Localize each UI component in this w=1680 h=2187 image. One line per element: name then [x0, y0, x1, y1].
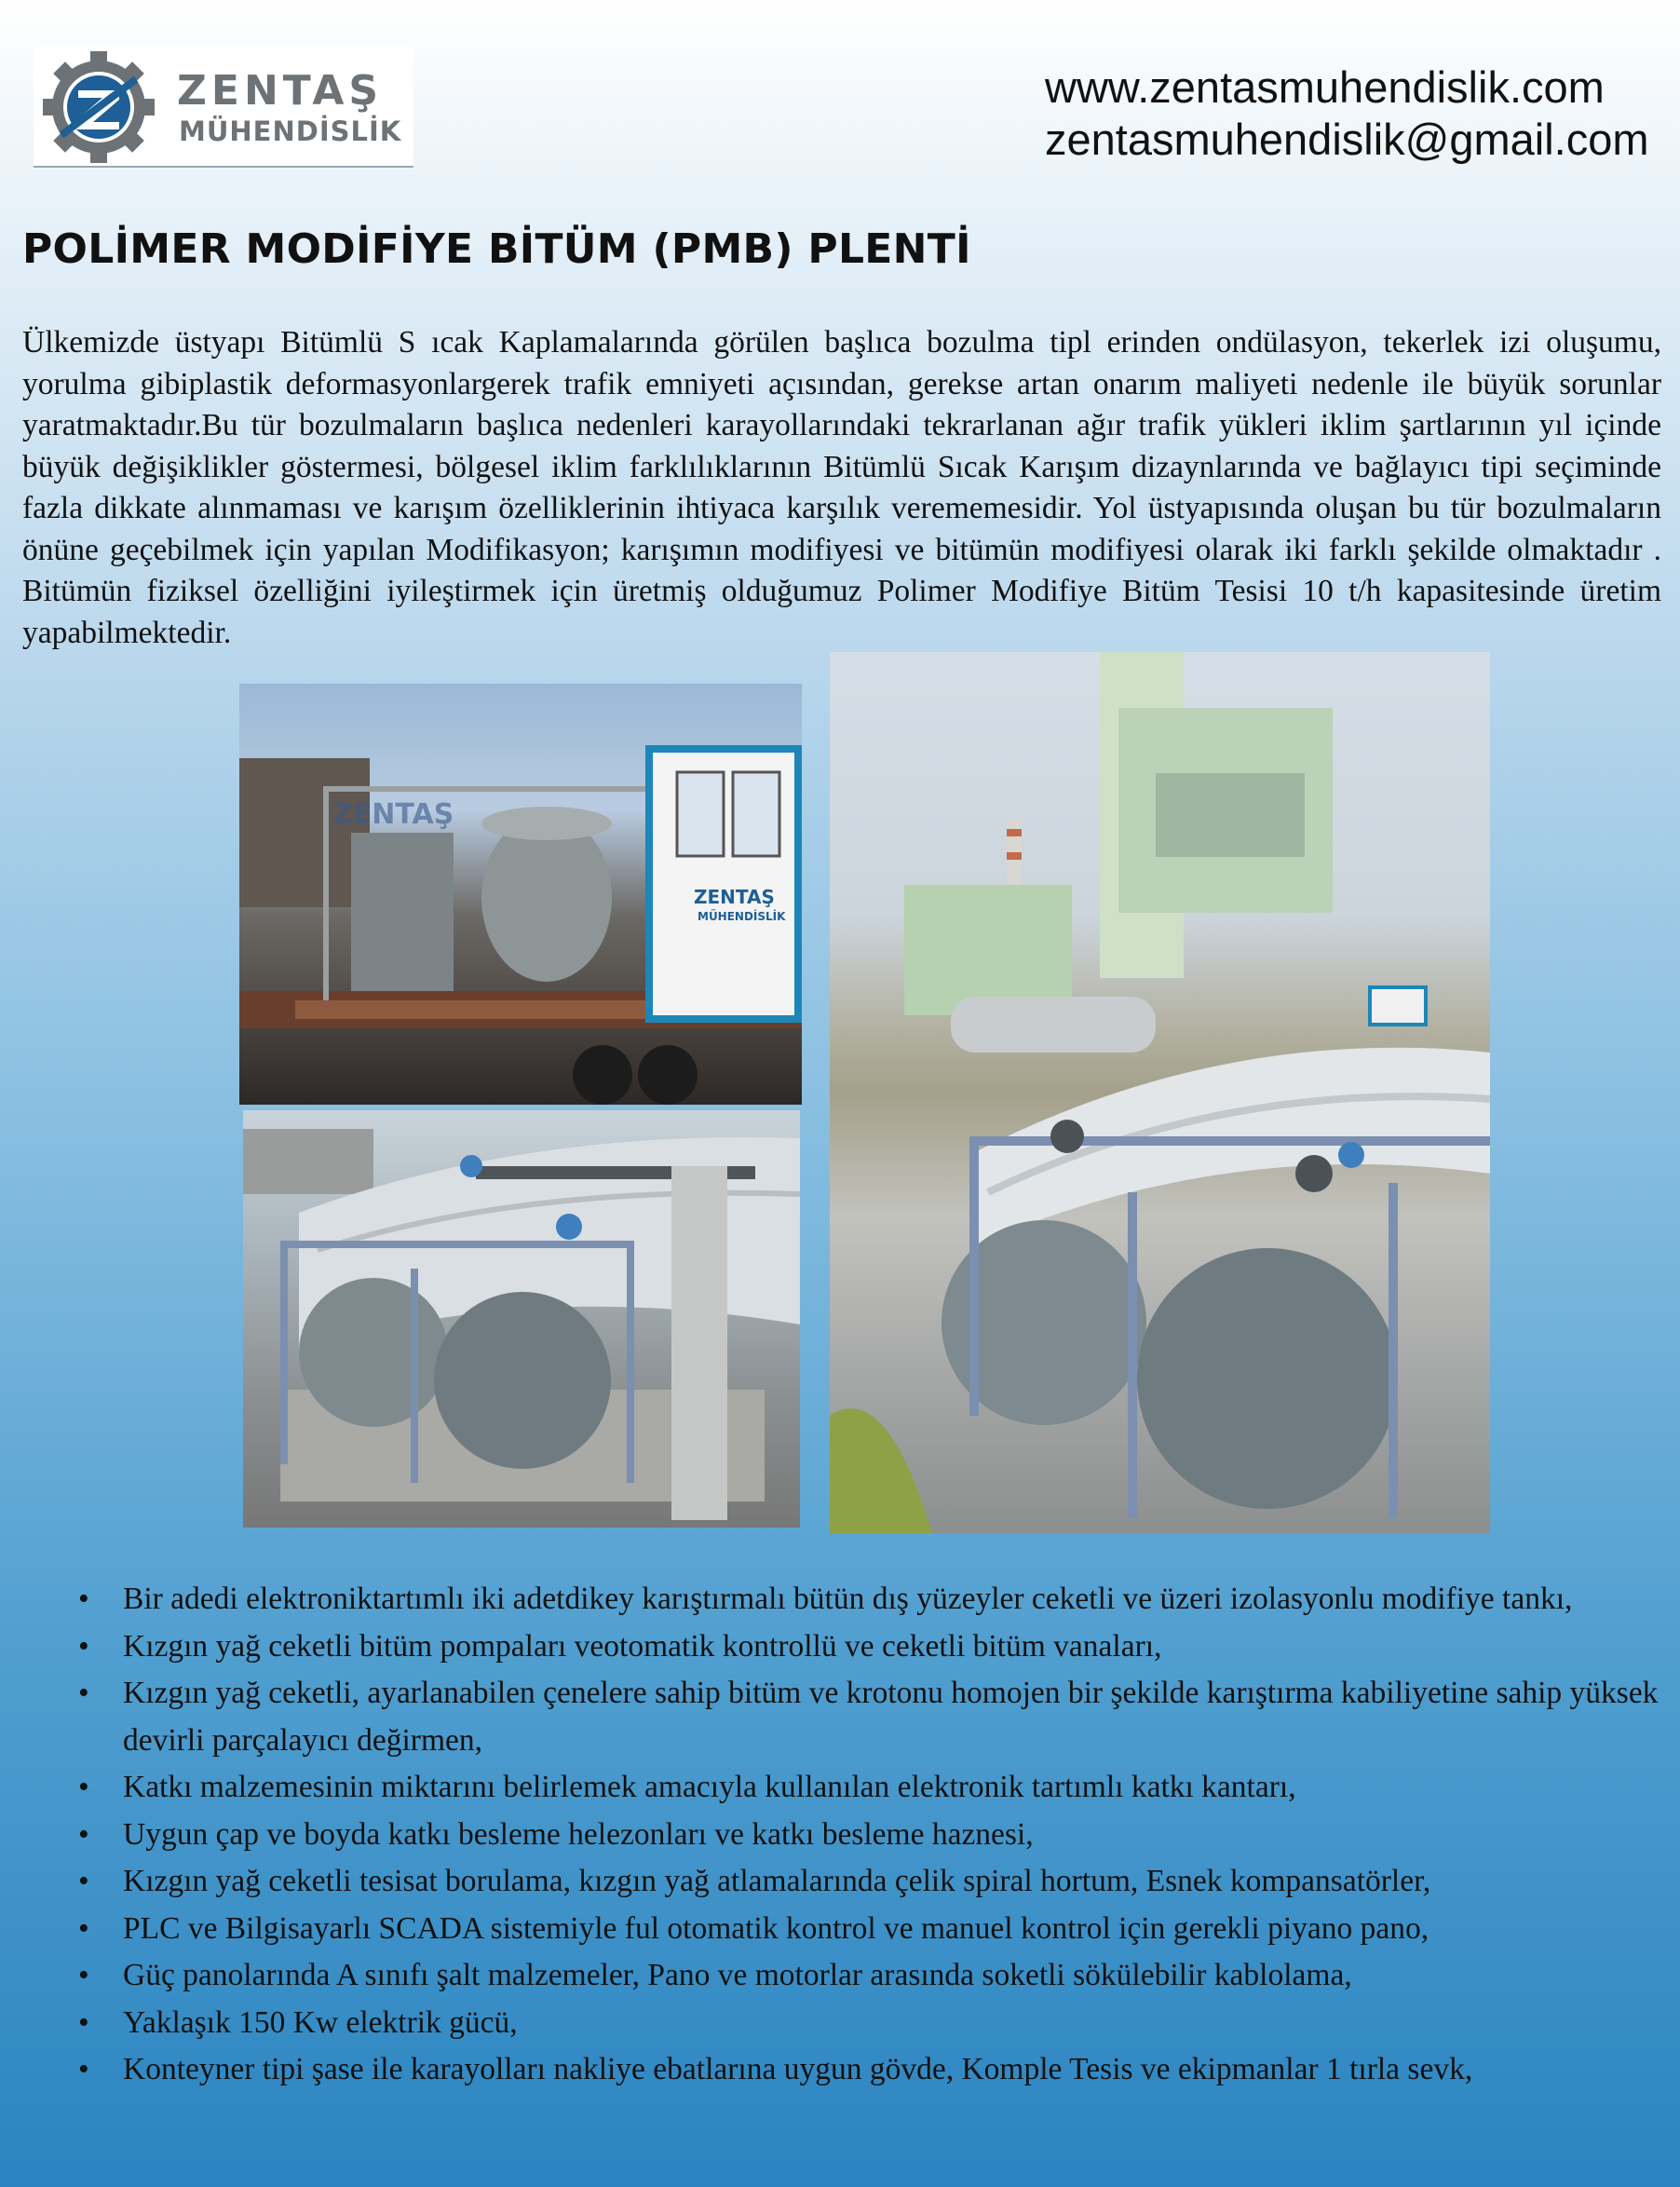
company-logo	[34, 47, 413, 168]
list-item-text: Kızgın yağ ceketli, ayarlanabilen çenelere sahip bitüm ve krotonu homojen bir şekilde karıştırma kabiliyetine sahip yüksek devirli parçalayıcı değirmen,	[123, 1676, 1659, 1758]
wall-logo-text: ZENTAŞ	[332, 798, 454, 831]
email-link[interactable]: zentasmuhendislik@gmail.com	[1045, 115, 1649, 164]
list-item-text: Bir adedi elektroniktartımlı iki adetdikey karıştırmalı bütün dış yüzeyler ceketli ve üzeri izolasyonlu modifiye tankı,	[123, 1582, 1573, 1616]
list-item	[78, 1906, 1680, 1953]
list-item	[78, 2000, 1680, 2047]
list-item-text: Konteyner tipi şase ile karayolları nakliye ebatlarına uygun gövde, Komple Tesis ve ekipmanlar 1 tırla sevk,	[123, 2052, 1473, 2086]
bullet-icon: •	[78, 1676, 89, 1710]
list-item	[78, 1670, 1680, 1764]
bullet-icon: •	[78, 1910, 89, 1946]
bullet-icon: •	[78, 1582, 89, 1616]
bullet-icon: •	[78, 1628, 89, 1664]
bullet-icon: •	[78, 2004, 89, 2040]
list-item-text: PLC ve Bilgisayarlı SCADA sistemiyle ful otomatik kontrol ve manuel kontrol için gerekli piyano pano,	[123, 1910, 1429, 1946]
logo-brand: ZENTAŞ	[177, 67, 384, 115]
website-link[interactable]: www.zentasmuhendislik.com	[1045, 62, 1605, 112]
list-item	[78, 2046, 1680, 2094]
spec-list	[78, 1576, 1680, 2094]
list-item-text: Katkı malzemesinin miktarını belirlemek amacıyla kullanılan elektronik tartımlı katkı kantarı,	[123, 1770, 1296, 1804]
intro-paragraph: Ülkemizde üstyapı Bitümlü S ıcak Kaplamalarında görülen başlıca bozulma tipl erinden ondülasyon, tekerlek izi oluşumu, yorulma gibiplastik deformasyonlargerek trafik emniyeti açısından, gerekse artan onarım maliyeti nedenle ile büyük sorunlar yaratmaktadır.Bu tür bozulmaların başlıca nedenleri karayollarındaki tekrarlanan ağır trafik yükleri iklim şartlarının yıl içinde büyük değişiklikler göstermesi, bölgesel iklim farklılıklarının Bitümlü Sıcak Karışım dizaynlarında ve bağlayıcı tipi seçiminde fazla dikkate alınmaması ve karışım özelliklerinin ihtiyaca karşılık verememesidir. Yol üstyapısında oluşan bu tür bozulmaların önüne geçebilmek için yapılan Modifikasyon; karışımın modifiyesi ve bitümün modifiyesi olarak iki farklı şekilde olmaktadır . Bitümün fiziksel özelliğini iyileştirmek için üretmiş olduğumuz Polimer Modifiye Bitüm Tesisi 10 t/h kapasitesinde üretim yapabilmektedir.	[22, 325, 1661, 650]
list-item	[78, 1952, 1680, 2000]
list-item	[78, 1764, 1680, 1812]
container-logo-sub: MÜHENDİSLİK	[698, 910, 786, 923]
bullet-icon: •	[78, 2052, 89, 2086]
container-logo-text: ZENTAŞ	[694, 886, 775, 908]
list-item	[78, 1576, 1680, 1623]
gear-z-logo-icon	[39, 50, 158, 164]
list-item-text: Kızgın yağ ceketli tesisat borulama, kızgın yağ atlamalarında çelik spiral hortum, Esnek kompansatörler,	[123, 1864, 1431, 1898]
photo-mixing-tanks	[243, 1110, 800, 1528]
bullet-icon: •	[78, 1958, 89, 1992]
logo-subtitle: MÜHENDİSLİK	[179, 115, 402, 147]
list-item	[78, 1858, 1680, 1906]
page-title: POLİMER MODİFİYE BİTÜM (PMB) PLENTİ	[22, 225, 971, 273]
photo-truck-mounted-unit	[239, 684, 802, 1105]
list-item-text: Uygun çap ve boyda katkı besleme helezonları ve katkı besleme haznesi,	[123, 1816, 1034, 1852]
photo-plant-installation	[830, 652, 1490, 1533]
bullet-icon: •	[78, 1816, 89, 1852]
contact-block	[1045, 61, 1649, 166]
list-item	[78, 1812, 1680, 1859]
list-item-text: Güç panolarında A sınıfı şalt malzemeler, Pano ve motorlar arasında soketli sökülebilir kablolama,	[123, 1958, 1352, 1992]
bullet-icon: •	[78, 1770, 89, 1804]
bullet-icon: •	[78, 1864, 89, 1898]
list-item-text: Kızgın yağ ceketli bitüm pompaları veotomatik kontrollü ve ceketli bitüm vanaları,	[123, 1628, 1162, 1664]
list-item-text: Yaklaşık 150 Kw elektrik gücü,	[123, 2004, 518, 2040]
logo-underline	[34, 166, 413, 168]
list-item	[78, 1623, 1680, 1671]
